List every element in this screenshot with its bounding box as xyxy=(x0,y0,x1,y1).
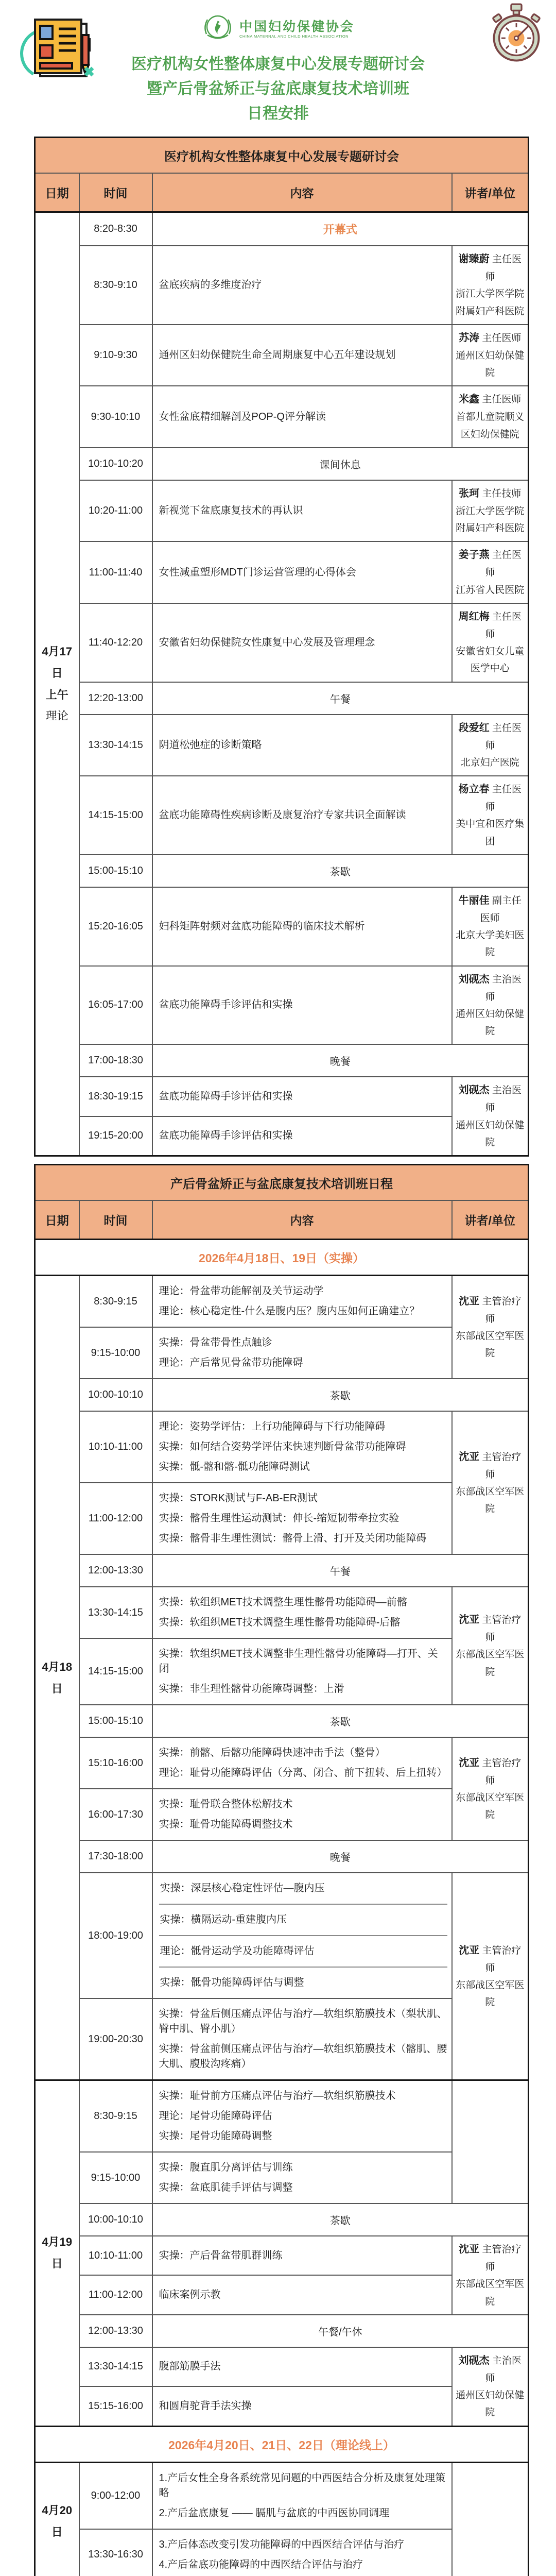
content-cell: 实操：前髂、后髂功能障碍快速冲击手法（整骨） 理论：耻骨功能障碍评估（分离、闭合、前下扭转、后上扭转） xyxy=(152,1737,452,1789)
content-cell: 实操：骨盆后侧压痛点评估与治疗—软组织筋膜技术（梨状肌、臀中肌、臀小肌） 实操：骨盆前侧压痛点评估与治疗—软组织筋膜技术（髂肌、腰大肌、腹股沟疼痛） xyxy=(152,1998,452,2080)
column-header-1: 时间 xyxy=(79,173,152,212)
break-cell: 茶歇 xyxy=(152,2204,529,2236)
time-cell: 16:05-17:00 xyxy=(79,966,152,1045)
date-cell: 4月18日 xyxy=(35,1276,79,2080)
content-cell: 女性盆底精细解剖及POP-Q评分解读 xyxy=(152,386,452,448)
page-title-line-1: 医疗机构女性整体康复中心发展专题研讨会 xyxy=(0,52,556,77)
content-cell: 3.产后体态改变引发功能障碍的中西医结合评估与治疗 4.产后盆底功能障碍的中西医结合评估与治疗 xyxy=(152,2529,452,2576)
time-cell: 10:00-10:10 xyxy=(79,2204,152,2236)
time-cell: 13:30-14:15 xyxy=(79,1587,152,1638)
content-cell: 腹部筋膜手法 xyxy=(152,2347,452,2386)
schedule-tables xyxy=(0,137,556,2576)
content-cell: 盆底功能障碍性疾病诊断及康复治疗专家共识全面解读 xyxy=(152,776,452,855)
page-header xyxy=(0,0,556,129)
content-cell: 和圆肩驼背手法实操 xyxy=(152,2386,452,2426)
time-cell: 14:15-15:00 xyxy=(79,1638,152,1705)
time-cell: 13:30-16:30 xyxy=(79,2529,152,2576)
time-cell: 19:00-20:30 xyxy=(79,1998,152,2080)
column-header-3: 讲者/单位 xyxy=(452,173,529,212)
time-cell: 13:30-14:15 xyxy=(79,715,152,776)
time-cell: 15:00-15:10 xyxy=(79,855,152,887)
speaker-cell: 米鑫 主任医师 首都儿童院顺义区妇幼保健院 xyxy=(452,386,529,448)
time-cell: 9:00-12:00 xyxy=(79,2462,152,2529)
association-logo xyxy=(201,11,234,47)
speaker-cell: 牛丽佳 副主任医师 北京大学美妇医院 xyxy=(452,887,529,966)
table-title: 医疗机构女性整体康复中心发展专题研讨会 xyxy=(35,138,529,174)
break-cell: 午餐 xyxy=(152,682,529,715)
speaker-cell: 沈亚 主管治疗师 东部战区空军医院 xyxy=(452,1873,529,2080)
document-pen-icon xyxy=(11,6,94,86)
break-cell: 茶歇 xyxy=(152,1705,529,1737)
time-cell: 12:20-13:00 xyxy=(79,682,152,715)
time-cell: 9:15-10:00 xyxy=(79,1327,152,1379)
column-header-3: 讲者/单位 xyxy=(452,1200,529,1240)
date-cell: 4月19日 xyxy=(35,2080,79,2427)
content-cell: 实操：产后骨盆带肌群训练 xyxy=(152,2236,452,2275)
speaker-cell: 沈亚 主管治疗师 东部战区空军医院 xyxy=(452,1276,529,1379)
time-cell: 11:00-11:40 xyxy=(79,541,152,603)
time-cell: 18:00-19:00 xyxy=(79,1873,152,1998)
content-cell: 实操：耻骨前方压痛点评估与治疗—软组织筋膜技术 理论：尾骨功能障碍评估 实操：尾骨功能障碍调整 xyxy=(152,2080,452,2153)
content-cell: 盆底疾病的多维度治疗 xyxy=(152,246,452,325)
content-cell: 安徽省妇幼保健院女性康复中心发展及管理理念 xyxy=(152,603,452,682)
break-cell: 茶歇 xyxy=(152,1379,529,1411)
content-cell: 实操：骨盆带骨性点触诊 理论：产后常见骨盆带功能障碍 xyxy=(152,1327,452,1379)
speaker-cell: 苏涛 主任医师 通州区妇幼保健院 xyxy=(452,325,529,386)
time-cell: 10:10-10:20 xyxy=(79,448,152,480)
speaker-cell: 刘砚杰 主治医师 通州区妇幼保健院 xyxy=(452,2347,529,2426)
time-cell: 11:00-12:00 xyxy=(79,2275,152,2314)
break-cell: 开幕式 xyxy=(152,212,529,246)
speaker-cell: 沈亚 主管治疗师 东部战区空军医院 xyxy=(452,2236,529,2315)
content-cell: 理论：骨盆带功能解剖及关节运动学 理论：核心稳定性-什么是腹内压？腹内压如何正确建立？ xyxy=(152,1276,452,1328)
time-cell: 10:00-10:10 xyxy=(79,1379,152,1411)
date-cell: 4月17日 上午 理论 xyxy=(35,212,79,1156)
time-cell: 17:30-18:00 xyxy=(79,1840,152,1873)
date-cell: 4月20日 xyxy=(35,2462,79,2576)
time-cell: 16:00-17:30 xyxy=(79,1789,152,1840)
content-cell: 理论：姿势学评估：上行功能障碍与下行功能障碍 实操：如何结合姿势学评估来快速判断骨盆带功能障碍 实操：骶-髂和髂-骶功能障碍测试 xyxy=(152,1411,452,1483)
content-cell: 盆底功能障碍手诊评估和实操 xyxy=(152,1077,452,1116)
time-cell: 18:30-19:15 xyxy=(79,1077,152,1116)
content-cell: 实操：STORK测试与F-AB-ER测试 实操：髂骨生理性运动测试：伸长-缩短韧带牵拉实验 实操：髂骨非生理性测试：髂骨上滑、打开及关闭功能障碍 xyxy=(152,1483,452,1554)
column-header-0: 日期 xyxy=(35,1200,79,1240)
section-subheader: 2026年4月18日、19日（实操） xyxy=(35,1240,529,1276)
speaker-cell: 刘砚杰 主治医师 通州区妇幼保健院 xyxy=(452,1077,529,1156)
stopwatch-icon xyxy=(486,3,547,65)
table-title: 产后骨盆矫正与盆底康复技术培训班日程 xyxy=(35,1165,529,1201)
column-header-1: 时间 xyxy=(79,1200,152,1240)
schedule-table-1 xyxy=(34,137,529,1157)
time-cell: 11:40-12:20 xyxy=(79,603,152,682)
association-name-cn: 中国妇幼保健协会 xyxy=(239,20,355,35)
break-cell: 午餐 xyxy=(152,1554,529,1587)
time-cell: 15:20-16:05 xyxy=(79,887,152,966)
time-cell: 14:15-15:00 xyxy=(79,776,152,855)
content-cell: 妇科矩阵射频对盆底功能障碍的临床技术解析 xyxy=(152,887,452,966)
break-cell: 晚餐 xyxy=(152,1840,529,1873)
content-cell: 盆底功能障碍手诊评估和实操 xyxy=(152,1116,452,1156)
content-cell: 实操：耻骨联合整体松解技术 实操：耻骨功能障碍调整技术 xyxy=(152,1789,452,1840)
time-cell: 12:00-13:30 xyxy=(79,1554,152,1587)
time-cell: 12:00-13:30 xyxy=(79,2315,152,2347)
speaker-cell xyxy=(452,2462,529,2576)
break-cell: 午餐/午休 xyxy=(152,2315,529,2347)
speaker-cell: 周红梅 主任医师 安徽省妇女儿童医学中心 xyxy=(452,603,529,682)
association-name-en: CHINA MATERNAL AND CHILD HEALTH ASSOCIATION xyxy=(239,35,355,39)
time-cell: 10:10-11:00 xyxy=(79,1411,152,1483)
page-title-line-3: 日程安排 xyxy=(0,101,556,126)
content-cell: 女性减重塑形MDT门诊运营管理的心得体会 xyxy=(152,541,452,603)
speaker-cell: 沈亚 主管治疗师 东部战区空军医院 xyxy=(452,1737,529,1840)
speaker-cell: 刘砚杰 主治医师 通州区妇幼保健院 xyxy=(452,966,529,1045)
time-cell: 8:30-9:15 xyxy=(79,2080,152,2153)
time-cell: 15:10-16:00 xyxy=(79,1737,152,1789)
speaker-cell: 段爱红 主任医师 北京妇产医院 xyxy=(452,715,529,776)
break-cell: 茶歇 xyxy=(152,855,529,887)
time-cell: 11:00-12:00 xyxy=(79,1483,152,1554)
content-cell: 新视觉下盆底康复技术的再认识 xyxy=(152,480,452,542)
content-cell: 实操：软组织MET技术调整生理性髂骨功能障碍—前髂 实操：软组织MET技术调整生理性髂骨功能障碍-后髂 xyxy=(152,1587,452,1638)
content-cell: 通州区妇幼保健院生命全周期康复中心五年建设规划 xyxy=(152,325,452,386)
time-cell: 9:15-10:00 xyxy=(79,2152,152,2204)
time-cell: 19:15-20:00 xyxy=(79,1116,152,1156)
speaker-cell: 谢臻蔚 主任医师 浙江大学医学院附属妇产科医院 xyxy=(452,246,529,325)
time-cell: 8:30-9:15 xyxy=(79,1276,152,1328)
content-cell: 实操：软组织MET技术调整非生理性髂骨功能障碍—打开、关闭 实操：非生理性髂骨功能障碍调整：上滑 xyxy=(152,1638,452,1705)
column-header-0: 日期 xyxy=(35,173,79,212)
content-cell: 实操：深层核心稳定性评估—腹内压 实操：横隔运动-重建腹内压 理论：骶骨运动学及功能障碍评估 实操：骶骨功能障碍评估与调整 xyxy=(152,1873,452,1998)
time-cell: 10:20-11:00 xyxy=(79,480,152,542)
speaker-cell: 杨立春 主任医师 美中宜和医疗集团 xyxy=(452,776,529,855)
time-cell: 8:20-8:30 xyxy=(79,212,152,246)
speaker-cell xyxy=(452,2080,529,2204)
speaker-cell: 张珂 主任技师 浙江大学医学院附属妇产科医院 xyxy=(452,480,529,542)
section-subheader: 2026年4月20日、21日、22日（理论线上） xyxy=(35,2426,529,2462)
page-title-line-2: 暨产后骨盆矫正与盆底康复技术培训班 xyxy=(0,77,556,101)
content-cell: 盆底功能障碍手诊评估和实操 xyxy=(152,966,452,1045)
time-cell: 13:30-14:15 xyxy=(79,2347,152,2386)
schedule-table-2 xyxy=(34,1164,529,2576)
time-cell: 15:00-15:10 xyxy=(79,1705,152,1737)
time-cell: 10:10-11:00 xyxy=(79,2236,152,2275)
break-cell: 晚餐 xyxy=(152,1044,529,1077)
time-cell: 15:15-16:00 xyxy=(79,2386,152,2426)
content-cell: 临床案例示教 xyxy=(152,2275,452,2314)
time-cell: 9:30-10:10 xyxy=(79,386,152,448)
content-cell: 阴道松弛症的诊断策略 xyxy=(152,715,452,776)
content-cell: 1.产后女性全身各系统常见问题的中西医结合分析及康复处理策略 2.产后盆底康复 —— 膈肌与盆底的中西医协同调理 xyxy=(152,2462,452,2529)
time-cell: 8:30-9:10 xyxy=(79,246,152,325)
column-header-2: 内容 xyxy=(152,173,452,212)
break-cell: 课间休息 xyxy=(152,448,529,480)
column-header-2: 内容 xyxy=(152,1200,452,1240)
speaker-cell: 沈亚 主管治疗师 东部战区空军医院 xyxy=(452,1587,529,1705)
time-cell: 9:10-9:30 xyxy=(79,325,152,386)
time-cell: 17:00-18:30 xyxy=(79,1044,152,1077)
content-cell: 实操：腹直肌分离评估与训练 实操：盆底肌徒手评估与调整 xyxy=(152,2152,452,2204)
speaker-cell: 沈亚 主管治疗师 东部战区空军医院 xyxy=(452,1411,529,1554)
speaker-cell: 姜子燕 主任医师 江苏省人民医院 xyxy=(452,541,529,603)
